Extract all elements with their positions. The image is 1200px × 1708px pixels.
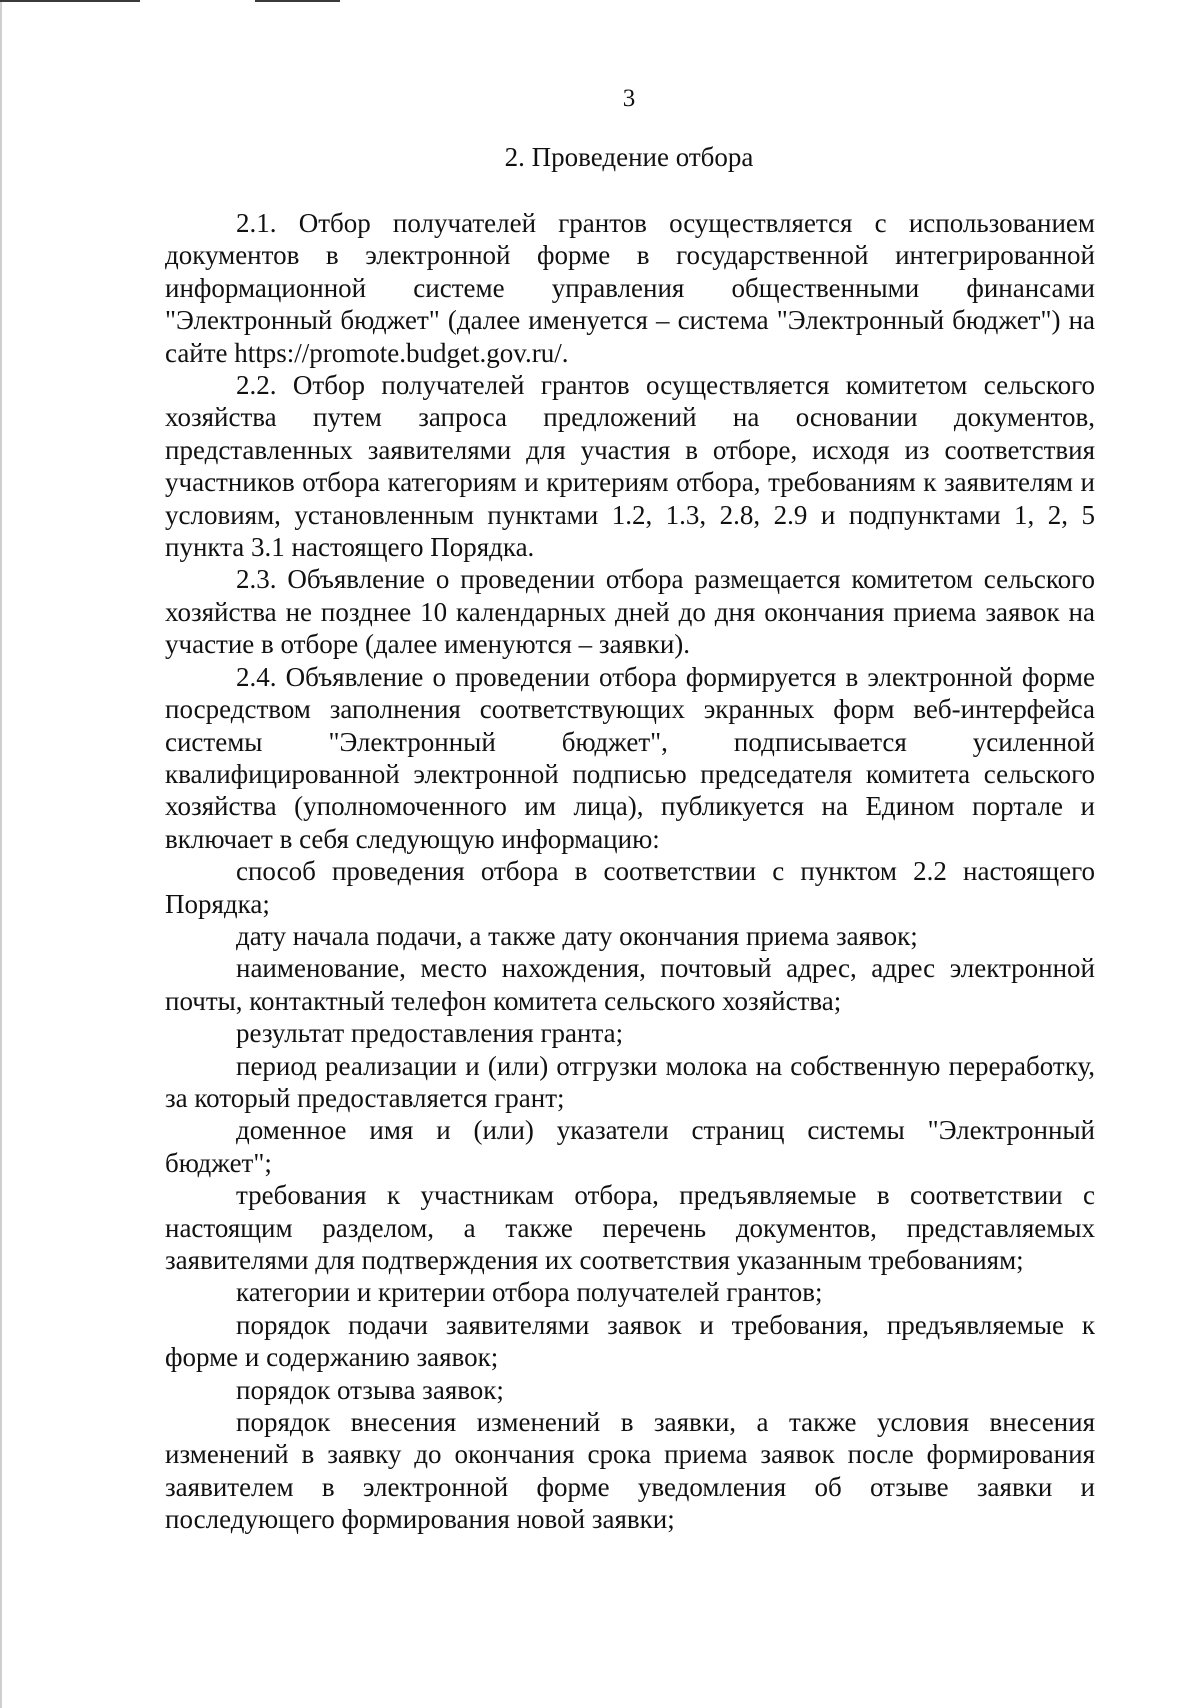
list-item-committee-contacts: наименование, место нахождения, почтовый адрес, адрес электронной почты, контактный телефон комитета сельского хозяйства; [165,953,1095,1016]
list-item-milk-period: период реализации и (или) отгрузки молока на собственную переработку, за который предоставляется грант; [165,1050,1095,1113]
list-item-submission-procedure: порядок подачи заявителями заявок и требования, предъявляемые к форме и содержанию заявок; [165,1309,1095,1373]
paragraph-2-1: 2.1. Отбор получателей грантов осуществляется с использованием документов в электронной форме в государственной интегрированной информационной системе управления общественными финансами "Электронный бюджет" (далее именуется – система "Электронный бюджет") на сайте https://promote.budget.gov.ru/. [165,208,1095,368]
list-item-withdrawal-procedure: порядок отзыва заявок; [236,1374,504,1405]
paragraph-2-4: 2.4. Объявление о проведении отбора формируется в электронной форме посредством заполнения соответствующих экранных форм веб-интерфейса системы "Электронный бюджет", подписывается усиленной квалифицированной электронной подписью председателя комитета сельского хозяйства (уполномоченного им лица), публикуется на Едином портале и включает в себя следующую информацию: [165,661,1095,854]
section-title: 2. Проведение отбора [504,142,754,172]
list-item-selection-method: способ проведения отбора в соответствии с пунктом 2.2 настоящего Порядка; [165,856,1095,919]
list-item-application-dates: дату начала подачи, а также дату окончания приема заявок; [236,920,918,951]
list-item-grant-result: результат предоставления гранта; [236,1018,624,1049]
body-text [165,207,1095,1536]
list-item-domain-name: доменное имя и (или) указатели страниц системы "Электронный бюджет"; [165,1115,1095,1178]
list-item-selection-criteria: категории и критерии отбора получателей грантов; [236,1277,823,1308]
scan-edge-left [0,0,2,1708]
list-item-participant-requirements: требования к участникам отбора, предъявляемые в соответствии с настоящим разделом, а также перечень документов, представляемых заявителями для подтверждения их соответствия указанным требованиям; [165,1180,1095,1275]
page-number: 3 [622,85,636,112]
scan-edge-mark-2 [255,0,340,2]
scan-edge-mark-1 [0,0,140,2]
paragraph-2-3: 2.3. Объявление о проведении отбора размещается комитетом сельского хозяйства не позднее 10 календарных дней до дня окончания приема заявок на участие в отборе (далее именуются – заявки). [165,564,1095,660]
paragraph-2-2: 2.2. Отбор получателей грантов осуществляется комитетом сельского хозяйства путем запроса предложений на основании документов, представленных заявителями для участия в отборе, исходя из соответствия участников отбора категориям и критериям отбора, требованиям к заявителям и условиям, установленным пунктами 1.2, 1.3, 2.8, 2.9 и подпунктами 1, 2, 5 пункта 3.1 настоящего Порядка. [165,370,1095,563]
list-item-amendment-procedure: порядок внесения изменений в заявки, а также условия внесения изменений в заявку до окончания срока приема заявок после формирования заявителем в электронной форме уведомления об отзыве заявки и последующего формирования новой заявки; [165,1407,1095,1535]
